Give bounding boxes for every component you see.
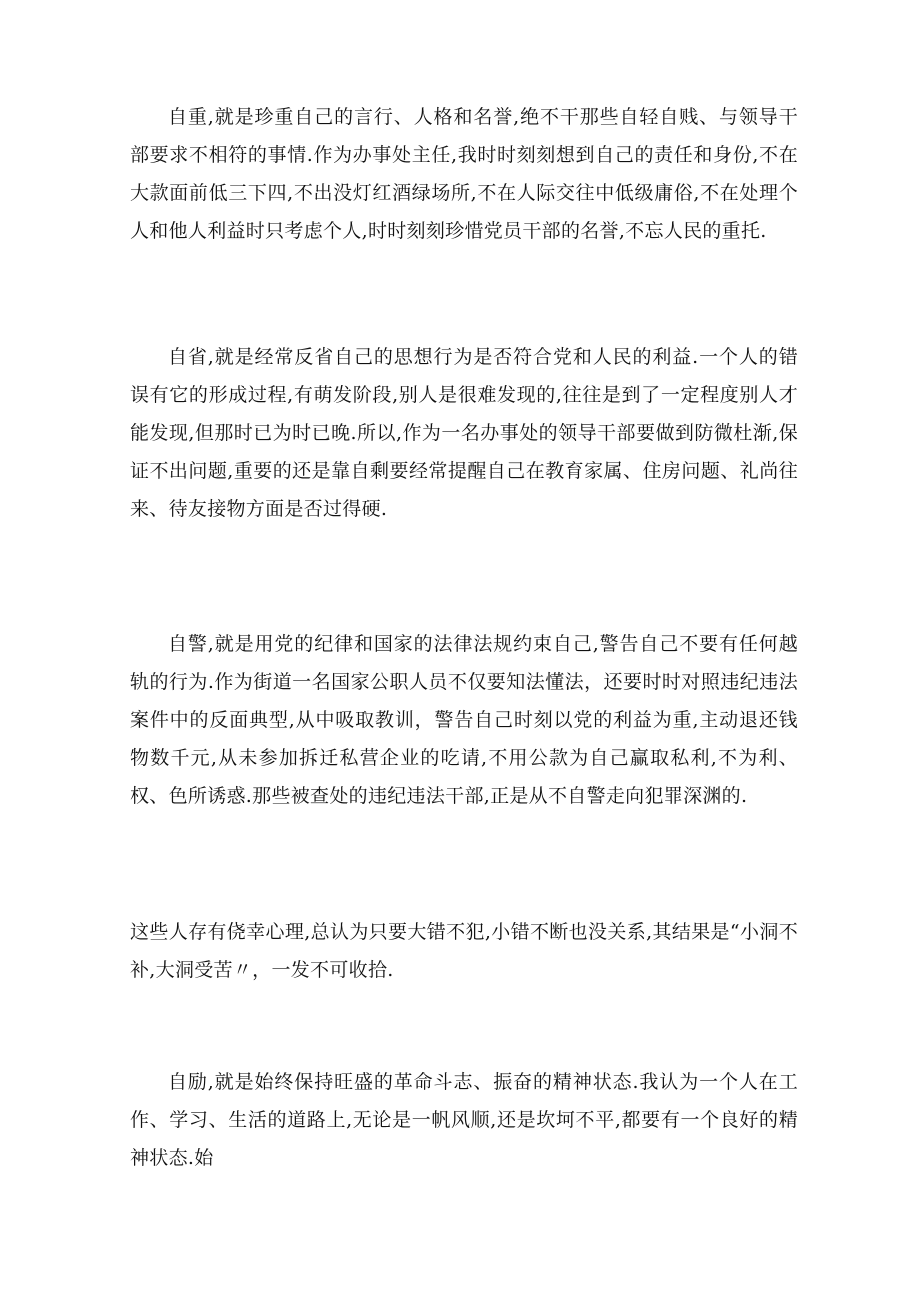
paragraph-self-encouragement: 自励,就是始终保持旺盛的革命斗志、振奋的精神状态.我认为一个人在工作、学习、生活的道路上,无论是一帆风顺,还是坎坷不平,都要有一个良好的精神状态.始 (130, 1071, 798, 1169)
paragraph-self-respect: 自重,就是珍重自己的言行、人格和名誉,绝不干那些自轻自贱、与领导干部要求不相符的事情.作为办事处主任,我时时刻刻想到自己的责任和身份,不在大款面前低三下四,不出没灯红酒绿场所,不在人际交往中低级庸俗,不在处理个人和他人利益时只考虑个人,时时刻刻珍惜党员干部的名誉,不忘人民的重托. (130, 106, 798, 242)
paragraph-continuation: 这些人存有侥幸心理,总认为只要大错不犯,小错不断也没关系,其结果是“小洞不补,大洞受苦〃，一发不可收拾. (130, 921, 798, 981)
paragraph-self-warning: 自警,就是用党的纪律和国家的法律法规约束自己,警告自己不要有任何越轨的行为.作为街道一名国家公职人员不仅要知法懂法，还要时时对照违纪违法案件中的反面典型,从中吸取教训，警告自己时刻以党的利益为重,主动退还钱物数千元,从未参加拆迁私营企业的吃请,不用公款为自己赢取私利,不为利、权、色所诱惑.那些被查处的违纪违法干部,正是从不自警走向犯罪深渊的. (130, 633, 798, 807)
paragraph-self-reflection: 自省,就是经常反省自己的思想行为是否符合党和人民的利益.一个人的错误有它的形成过程,有萌发阶段,别人是很难发现的,往往是到了一定程度别人才能发现,但那时已为时已晚.所以,作为一名办事处的领导干部要做到防微杜渐,保证不出问题,重要的还是靠自剩要经常提醒自己在教育家属、住房问题、礼尚往来、待友接物方面是否过得硬. (130, 346, 798, 520)
